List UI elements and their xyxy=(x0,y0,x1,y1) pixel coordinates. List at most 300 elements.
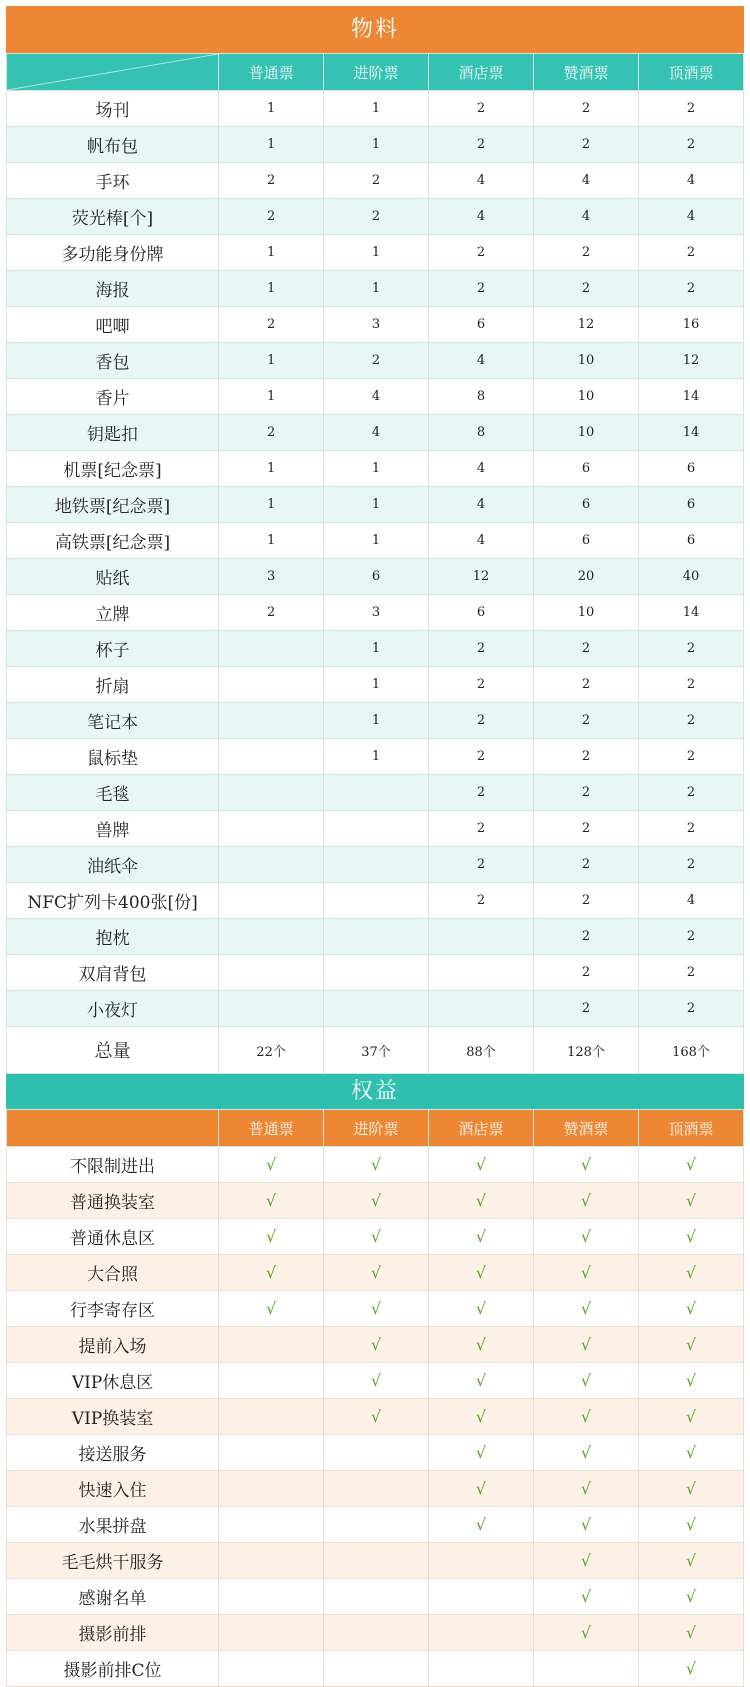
check-icon: √ xyxy=(429,1147,534,1183)
check-icon: √ xyxy=(429,1327,534,1363)
benefit-row xyxy=(7,1399,744,1435)
material-cell: 4 xyxy=(429,343,534,379)
benefit-row-label: 水果拼盘 xyxy=(7,1507,219,1543)
materials-header-row xyxy=(7,54,744,91)
material-cell: 2 xyxy=(429,847,534,883)
material-cell: 3 xyxy=(324,307,429,343)
check-icon: √ xyxy=(219,1183,324,1219)
check-icon: √ xyxy=(429,1255,534,1291)
benefit-cell xyxy=(219,1543,324,1579)
benefit-row xyxy=(7,1255,744,1291)
benefit-cell xyxy=(219,1435,324,1471)
check-icon: √ xyxy=(429,1507,534,1543)
material-row xyxy=(7,91,744,127)
check-icon: √ xyxy=(534,1291,639,1327)
benefits-table xyxy=(6,1109,744,1687)
material-cell: 10 xyxy=(534,595,639,631)
material-row-label: 地铁票[纪念票] xyxy=(7,487,219,523)
check-icon: √ xyxy=(324,1327,429,1363)
material-cell: 4 xyxy=(324,379,429,415)
material-cell: 2 xyxy=(429,775,534,811)
check-icon: √ xyxy=(638,1399,743,1435)
benefits-header-row xyxy=(7,1110,744,1147)
benefit-cell xyxy=(429,1615,534,1651)
material-cell: 1 xyxy=(219,271,324,307)
benefits-header-col: 赞酒票 xyxy=(534,1110,639,1147)
material-cell: 4 xyxy=(638,163,743,199)
material-cell: 2 xyxy=(638,847,743,883)
material-cell: 1 xyxy=(219,451,324,487)
check-icon: √ xyxy=(534,1435,639,1471)
benefit-row xyxy=(7,1435,744,1471)
benefit-row-label: 毛毛烘干服务 xyxy=(7,1543,219,1579)
material-cell: 10 xyxy=(534,343,639,379)
material-cell: 1 xyxy=(324,127,429,163)
material-row xyxy=(7,595,744,631)
material-cell: 2 xyxy=(534,271,639,307)
material-cell xyxy=(324,991,429,1027)
material-cell: 2 xyxy=(429,235,534,271)
material-cell: 10 xyxy=(534,415,639,451)
benefit-cell xyxy=(324,1651,429,1687)
benefit-cell xyxy=(219,1327,324,1363)
benefit-cell xyxy=(324,1471,429,1507)
check-icon: √ xyxy=(429,1435,534,1471)
material-cell: 2 xyxy=(219,307,324,343)
material-cell: 6 xyxy=(324,559,429,595)
material-row xyxy=(7,703,744,739)
benefit-row-label: VIP休息区 xyxy=(7,1363,219,1399)
material-cell: 2 xyxy=(429,631,534,667)
material-cell: 6 xyxy=(638,487,743,523)
benefit-cell xyxy=(219,1507,324,1543)
check-icon: √ xyxy=(638,1255,743,1291)
check-icon: √ xyxy=(534,1579,639,1615)
check-icon: √ xyxy=(638,1147,743,1183)
check-icon: √ xyxy=(324,1363,429,1399)
check-icon: √ xyxy=(638,1471,743,1507)
material-row xyxy=(7,271,744,307)
material-cell: 1 xyxy=(324,523,429,559)
material-cell: 2 xyxy=(534,811,639,847)
benefit-cell xyxy=(324,1435,429,1471)
material-cell: 2 xyxy=(534,91,639,127)
benefit-row-label: 摄影前排 xyxy=(7,1615,219,1651)
header-corner-cell xyxy=(7,54,219,91)
material-cell: 2 xyxy=(638,811,743,847)
benefit-cell xyxy=(429,1579,534,1615)
material-cell: 2 xyxy=(638,739,743,775)
material-cell xyxy=(219,847,324,883)
material-row xyxy=(7,631,744,667)
material-cell: 1 xyxy=(324,487,429,523)
material-cell xyxy=(219,811,324,847)
check-icon: √ xyxy=(534,1219,639,1255)
benefit-cell xyxy=(219,1579,324,1615)
benefit-cell xyxy=(534,1651,639,1687)
material-cell: 4 xyxy=(429,451,534,487)
material-cell: 4 xyxy=(534,199,639,235)
material-row xyxy=(7,667,744,703)
benefit-cell xyxy=(324,1543,429,1579)
material-cell: 2 xyxy=(534,703,639,739)
material-cell: 1 xyxy=(219,343,324,379)
material-cell: 2 xyxy=(638,955,743,991)
material-row-label: 兽牌 xyxy=(7,811,219,847)
benefits-header-col: 普通票 xyxy=(219,1110,324,1147)
material-cell xyxy=(324,883,429,919)
material-row xyxy=(7,847,744,883)
total-label: 总量 xyxy=(7,1027,219,1074)
check-icon: √ xyxy=(638,1435,743,1471)
benefit-row-label: 提前入场 xyxy=(7,1327,219,1363)
material-cell: 2 xyxy=(534,883,639,919)
material-cell xyxy=(219,883,324,919)
material-cell xyxy=(219,919,324,955)
benefit-row-label: 接送服务 xyxy=(7,1435,219,1471)
material-cell: 1 xyxy=(219,379,324,415)
material-cell: 1 xyxy=(219,127,324,163)
check-icon: √ xyxy=(638,1219,743,1255)
total-cell: 168个 xyxy=(638,1027,743,1074)
check-icon: √ xyxy=(429,1183,534,1219)
material-cell: 2 xyxy=(324,163,429,199)
material-cell: 1 xyxy=(324,703,429,739)
material-cell: 14 xyxy=(638,379,743,415)
material-cell: 3 xyxy=(219,559,324,595)
material-cell: 2 xyxy=(638,235,743,271)
material-cell: 2 xyxy=(638,775,743,811)
material-cell xyxy=(219,955,324,991)
material-row xyxy=(7,487,744,523)
material-cell: 1 xyxy=(324,739,429,775)
material-row-label: 贴纸 xyxy=(7,559,219,595)
benefit-row xyxy=(7,1579,744,1615)
material-cell: 2 xyxy=(324,343,429,379)
benefit-row xyxy=(7,1327,744,1363)
benefit-cell xyxy=(429,1543,534,1579)
header-corner-cell xyxy=(7,1110,219,1147)
check-icon: √ xyxy=(534,1399,639,1435)
check-icon: √ xyxy=(638,1291,743,1327)
material-row xyxy=(7,883,744,919)
check-icon: √ xyxy=(219,1219,324,1255)
material-cell: 12 xyxy=(429,559,534,595)
check-icon: √ xyxy=(534,1327,639,1363)
material-cell xyxy=(429,955,534,991)
material-cell: 8 xyxy=(429,415,534,451)
material-row-label: 吧唧 xyxy=(7,307,219,343)
material-cell: 1 xyxy=(324,451,429,487)
material-row xyxy=(7,163,744,199)
material-cell: 16 xyxy=(638,307,743,343)
material-row xyxy=(7,775,744,811)
benefit-row-label: 大合照 xyxy=(7,1255,219,1291)
material-row-label: 立牌 xyxy=(7,595,219,631)
total-cell: 88个 xyxy=(429,1027,534,1074)
benefit-row xyxy=(7,1543,744,1579)
material-row xyxy=(7,955,744,991)
material-cell: 6 xyxy=(534,451,639,487)
materials-header-col: 顶酒票 xyxy=(638,54,743,91)
material-row-label: 荧光棒[个] xyxy=(7,199,219,235)
benefit-cell xyxy=(219,1363,324,1399)
material-cell: 1 xyxy=(219,91,324,127)
material-cell: 2 xyxy=(429,667,534,703)
material-row-label: 机票[纪念票] xyxy=(7,451,219,487)
check-icon: √ xyxy=(638,1651,743,1687)
benefit-row-label: VIP换装室 xyxy=(7,1399,219,1435)
material-cell: 4 xyxy=(638,199,743,235)
benefits-body xyxy=(7,1147,744,1687)
total-cell: 37个 xyxy=(324,1027,429,1074)
check-icon: √ xyxy=(534,1471,639,1507)
material-cell: 2 xyxy=(534,847,639,883)
material-cell xyxy=(219,991,324,1027)
materials-title: 物料 xyxy=(6,6,744,53)
material-cell: 2 xyxy=(219,199,324,235)
material-cell: 2 xyxy=(534,235,639,271)
material-cell xyxy=(324,847,429,883)
benefits-title: 权益 xyxy=(6,1074,744,1109)
benefit-row xyxy=(7,1363,744,1399)
material-cell: 2 xyxy=(638,703,743,739)
material-cell: 3 xyxy=(324,595,429,631)
material-row xyxy=(7,235,744,271)
material-cell: 12 xyxy=(534,307,639,343)
material-row-label: NFC扩列卡400张[份] xyxy=(7,883,219,919)
materials-header-col: 普通票 xyxy=(219,54,324,91)
material-cell: 20 xyxy=(534,559,639,595)
benefit-row xyxy=(7,1219,744,1255)
benefit-cell xyxy=(219,1471,324,1507)
material-row-label: 手环 xyxy=(7,163,219,199)
check-icon: √ xyxy=(219,1255,324,1291)
benefit-cell xyxy=(219,1399,324,1435)
material-cell xyxy=(324,955,429,991)
material-cell: 6 xyxy=(638,523,743,559)
benefit-row xyxy=(7,1507,744,1543)
material-cell: 4 xyxy=(638,883,743,919)
check-icon: √ xyxy=(638,1327,743,1363)
check-icon: √ xyxy=(429,1399,534,1435)
material-cell: 2 xyxy=(429,271,534,307)
check-icon: √ xyxy=(324,1183,429,1219)
material-cell xyxy=(324,919,429,955)
material-row-label: 毛毯 xyxy=(7,775,219,811)
material-cell: 2 xyxy=(429,739,534,775)
material-cell: 2 xyxy=(638,667,743,703)
benefit-cell xyxy=(429,1651,534,1687)
material-cell xyxy=(219,667,324,703)
check-icon: √ xyxy=(638,1507,743,1543)
check-icon: √ xyxy=(534,1543,639,1579)
material-cell xyxy=(429,919,534,955)
material-cell: 2 xyxy=(219,595,324,631)
benefit-cell xyxy=(324,1615,429,1651)
material-cell: 1 xyxy=(219,487,324,523)
material-cell: 4 xyxy=(534,163,639,199)
check-icon: √ xyxy=(638,1615,743,1651)
diagonal-divider-icon xyxy=(7,54,218,90)
check-icon: √ xyxy=(324,1219,429,1255)
material-cell: 2 xyxy=(638,127,743,163)
material-cell: 4 xyxy=(429,523,534,559)
benefit-row xyxy=(7,1291,744,1327)
material-row-label: 帆布包 xyxy=(7,127,219,163)
material-cell: 6 xyxy=(534,487,639,523)
check-icon: √ xyxy=(534,1147,639,1183)
benefit-row xyxy=(7,1183,744,1219)
material-row-label: 高铁票[纪念票] xyxy=(7,523,219,559)
material-row-label: 多功能身份牌 xyxy=(7,235,219,271)
material-row xyxy=(7,415,744,451)
materials-header-col: 酒店票 xyxy=(429,54,534,91)
material-cell: 6 xyxy=(429,307,534,343)
check-icon: √ xyxy=(638,1183,743,1219)
benefit-row-label: 快速入住 xyxy=(7,1471,219,1507)
material-cell: 4 xyxy=(324,415,429,451)
material-row-label: 折扇 xyxy=(7,667,219,703)
material-cell: 4 xyxy=(429,199,534,235)
check-icon: √ xyxy=(219,1147,324,1183)
material-cell: 2 xyxy=(429,811,534,847)
material-cell: 10 xyxy=(534,379,639,415)
material-row-label: 抱枕 xyxy=(7,919,219,955)
materials-body xyxy=(7,91,744,1027)
material-cell: 2 xyxy=(638,91,743,127)
check-icon: √ xyxy=(429,1363,534,1399)
material-row xyxy=(7,739,744,775)
total-cell: 128个 xyxy=(534,1027,639,1074)
material-cell xyxy=(219,739,324,775)
check-icon: √ xyxy=(324,1255,429,1291)
benefit-row-label: 感谢名单 xyxy=(7,1579,219,1615)
material-cell: 1 xyxy=(324,667,429,703)
material-cell xyxy=(219,703,324,739)
material-cell: 2 xyxy=(534,667,639,703)
material-cell xyxy=(324,811,429,847)
material-cell: 2 xyxy=(534,955,639,991)
material-cell: 2 xyxy=(638,919,743,955)
material-cell: 2 xyxy=(429,703,534,739)
material-row xyxy=(7,811,744,847)
total-cell: 22个 xyxy=(219,1027,324,1074)
material-row xyxy=(7,343,744,379)
check-icon: √ xyxy=(638,1543,743,1579)
material-row xyxy=(7,559,744,595)
material-cell: 2 xyxy=(429,127,534,163)
material-row-label: 油纸伞 xyxy=(7,847,219,883)
material-row-label: 香包 xyxy=(7,343,219,379)
material-cell: 1 xyxy=(324,235,429,271)
benefits-header-col: 酒店票 xyxy=(429,1110,534,1147)
benefit-row xyxy=(7,1471,744,1507)
material-cell: 2 xyxy=(638,631,743,667)
material-cell: 6 xyxy=(429,595,534,631)
material-row xyxy=(7,307,744,343)
material-row xyxy=(7,991,744,1027)
material-cell: 2 xyxy=(534,991,639,1027)
material-cell: 2 xyxy=(429,883,534,919)
check-icon: √ xyxy=(534,1615,639,1651)
material-row-label: 香片 xyxy=(7,379,219,415)
benefit-cell xyxy=(219,1651,324,1687)
material-row-label: 海报 xyxy=(7,271,219,307)
check-icon: √ xyxy=(534,1255,639,1291)
check-icon: √ xyxy=(324,1399,429,1435)
material-row xyxy=(7,919,744,955)
check-icon: √ xyxy=(534,1507,639,1543)
benefits-header-col: 进阶票 xyxy=(324,1110,429,1147)
material-cell: 2 xyxy=(429,91,534,127)
benefit-cell xyxy=(324,1507,429,1543)
material-cell: 1 xyxy=(219,523,324,559)
material-cell: 1 xyxy=(324,91,429,127)
material-cell xyxy=(219,775,324,811)
material-cell xyxy=(429,991,534,1027)
material-cell: 2 xyxy=(219,415,324,451)
check-icon: √ xyxy=(429,1219,534,1255)
material-cell: 2 xyxy=(534,631,639,667)
material-cell: 2 xyxy=(638,991,743,1027)
material-cell: 40 xyxy=(638,559,743,595)
material-cell: 6 xyxy=(638,451,743,487)
material-row-label: 钥匙扣 xyxy=(7,415,219,451)
check-icon: √ xyxy=(324,1147,429,1183)
material-cell xyxy=(219,631,324,667)
benefit-row-label: 普通换装室 xyxy=(7,1183,219,1219)
check-icon: √ xyxy=(534,1183,639,1219)
material-row-label: 场刊 xyxy=(7,91,219,127)
materials-table xyxy=(6,53,744,1074)
material-cell: 2 xyxy=(534,775,639,811)
material-cell: 2 xyxy=(534,127,639,163)
material-row-label: 笔记本 xyxy=(7,703,219,739)
material-row xyxy=(7,523,744,559)
material-row xyxy=(7,199,744,235)
benefit-row-label: 普通休息区 xyxy=(7,1219,219,1255)
materials-total-row xyxy=(7,1027,744,1074)
material-row xyxy=(7,127,744,163)
benefit-row xyxy=(7,1615,744,1651)
material-cell: 2 xyxy=(534,739,639,775)
benefit-cell xyxy=(324,1579,429,1615)
material-row-label: 小夜灯 xyxy=(7,991,219,1027)
material-cell xyxy=(324,775,429,811)
material-cell: 8 xyxy=(429,379,534,415)
check-icon: √ xyxy=(638,1579,743,1615)
check-icon: √ xyxy=(429,1471,534,1507)
material-cell: 2 xyxy=(219,163,324,199)
benefit-cell xyxy=(219,1615,324,1651)
material-cell: 12 xyxy=(638,343,743,379)
material-row-label: 杯子 xyxy=(7,631,219,667)
benefit-row-label: 行李寄存区 xyxy=(7,1291,219,1327)
check-icon: √ xyxy=(638,1363,743,1399)
material-cell: 4 xyxy=(429,163,534,199)
check-icon: √ xyxy=(534,1363,639,1399)
material-cell: 4 xyxy=(429,487,534,523)
material-cell: 14 xyxy=(638,595,743,631)
benefits-header-col: 顶酒票 xyxy=(638,1110,743,1147)
benefit-row-label: 摄影前排C位 xyxy=(7,1651,219,1687)
page xyxy=(6,6,744,1687)
material-cell: 1 xyxy=(324,631,429,667)
material-cell: 1 xyxy=(219,235,324,271)
material-cell: 6 xyxy=(534,523,639,559)
benefit-row xyxy=(7,1651,744,1687)
